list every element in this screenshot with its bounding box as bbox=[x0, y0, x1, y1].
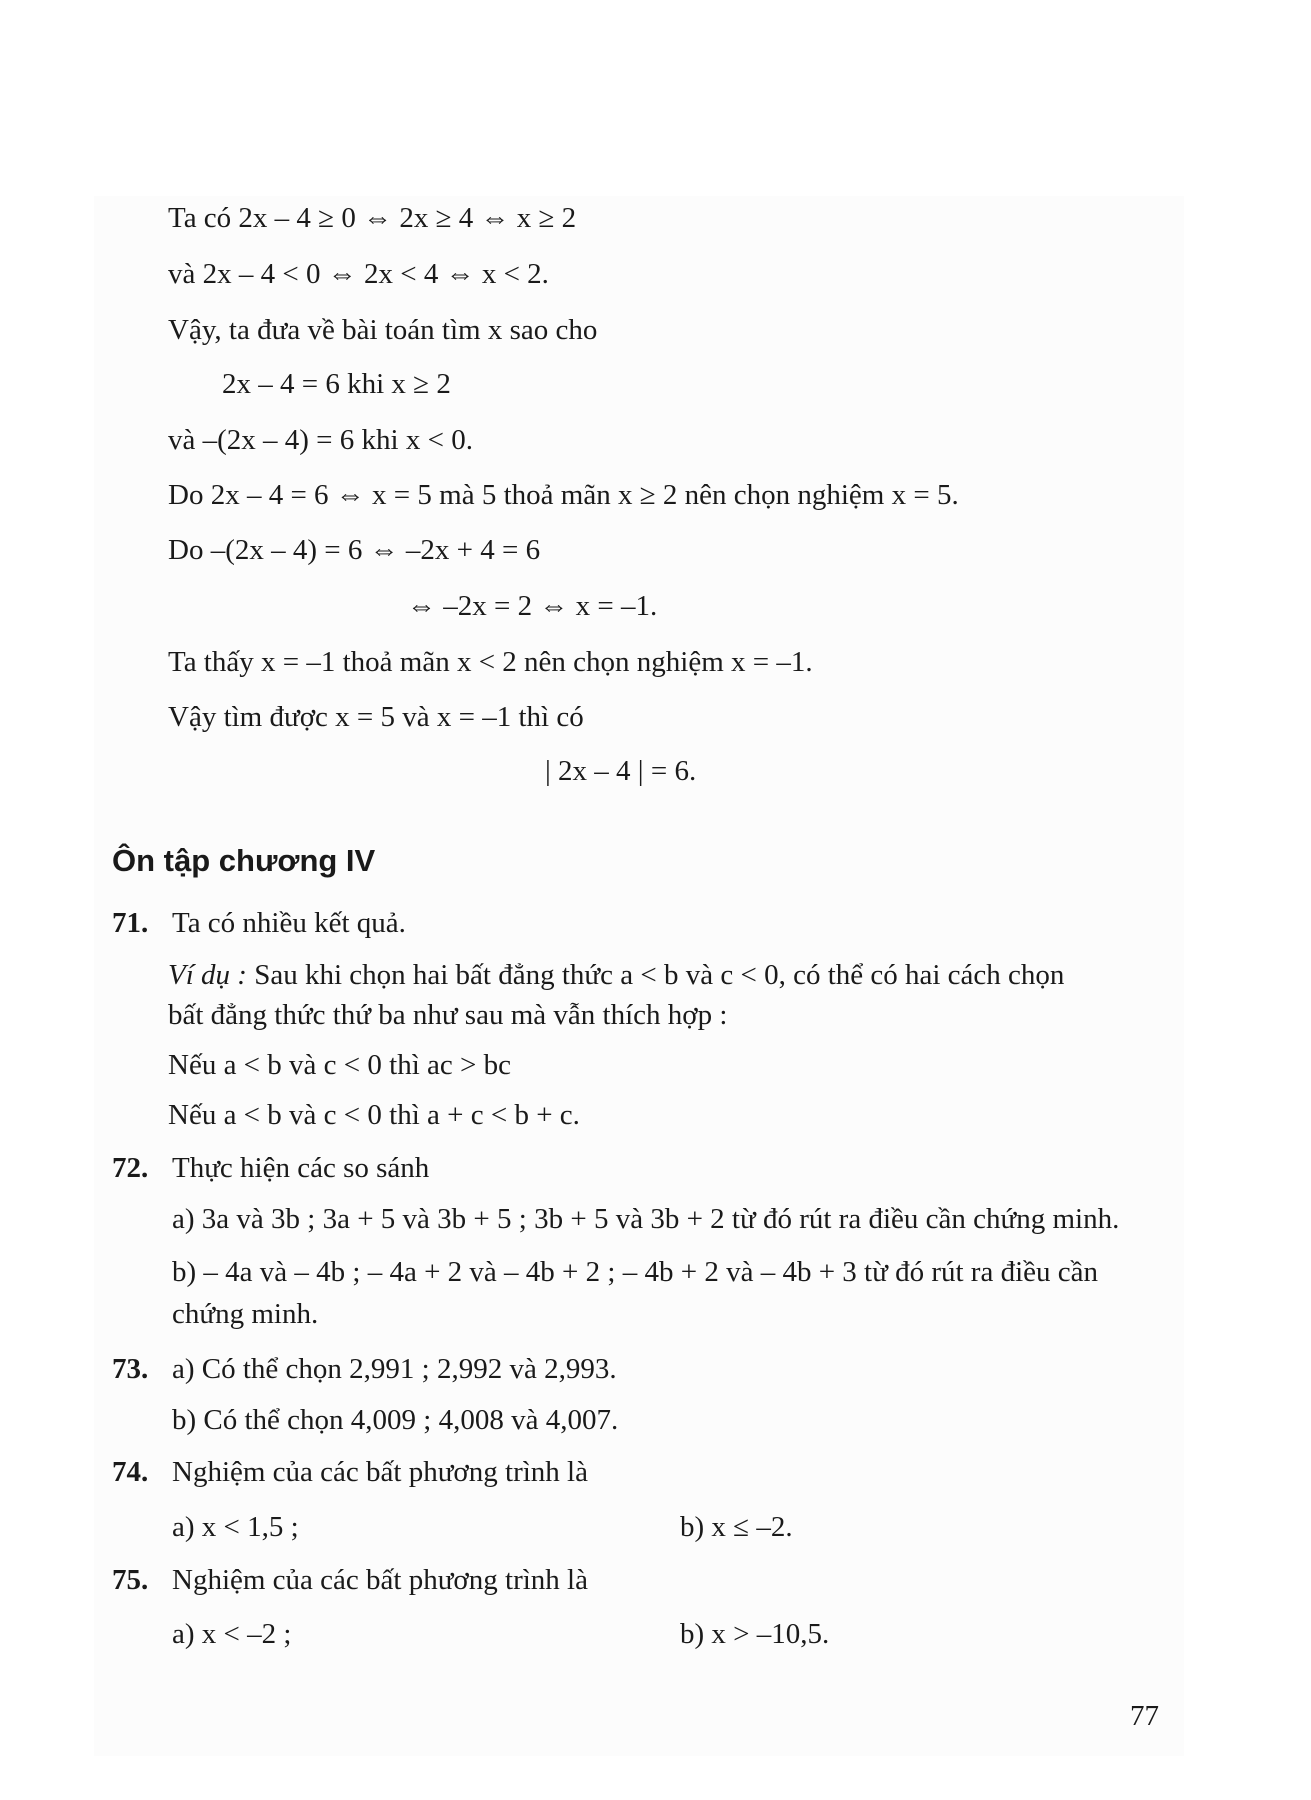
solution-line-7: Do –(2x – 4) = 6 ⇔ –2x + 4 = 6 bbox=[168, 534, 541, 566]
exercise-73-part-a: a) Có thể chọn 2,991 ; 2,992 và 2,993. bbox=[172, 1353, 617, 1385]
exercise-71-case-1: Nếu a < b và c < 0 thì ac > bc bbox=[168, 1049, 511, 1081]
exercise-72-intro: Thực hiện các so sánh bbox=[172, 1152, 430, 1184]
exercise-72-part-a: a) 3a và 3b ; 3a + 5 và 3b + 5 ; 3b + 5 và 3b + 2 từ đó rút ra điều cần chứng minh. bbox=[172, 1203, 1120, 1235]
exercise-74-part-b: b) x ≤ –2. bbox=[680, 1511, 793, 1543]
solution-line-10: Vậy tìm được x = 5 và x = –1 thì có bbox=[168, 701, 584, 733]
exercise-72-part-b-cont: chứng minh. bbox=[172, 1298, 319, 1330]
exercise-75-part-a: a) x < –2 ; bbox=[172, 1618, 292, 1650]
solution-line-3: Vậy, ta đưa về bài toán tìm x sao cho bbox=[168, 314, 598, 346]
exercise-number-72: 72. bbox=[112, 1152, 149, 1184]
solution-line-2: và 2x – 4 < 0 ⇔ 2x < 4 ⇔ x < 2. bbox=[168, 258, 549, 290]
exercise-73-part-b: b) Có thể chọn 4,009 ; 4,008 và 4,007. bbox=[172, 1404, 619, 1436]
example-text: Sau khi chọn hai bất đẳng thức a < b và c < 0, có thể có hai cách chọn bbox=[246, 959, 1065, 991]
exercise-75-intro: Nghiệm của các bất phương trình là bbox=[172, 1564, 588, 1596]
solution-line-9: Ta thấy x = –1 thoả mãn x < 2 nên chọn nghiệm x = –1. bbox=[168, 646, 813, 678]
page-number: 77 bbox=[1130, 1700, 1159, 1732]
exercise-75-part-b: b) x > –10,5. bbox=[680, 1618, 830, 1650]
exercise-71-case-2: Nếu a < b và c < 0 thì a + c < b + c. bbox=[168, 1099, 580, 1131]
section-title: Ôn tập chương IV bbox=[112, 843, 376, 878]
exercise-number-73: 73. bbox=[112, 1353, 149, 1385]
exercise-number-74: 74. bbox=[112, 1456, 149, 1488]
exercise-number-75: 75. bbox=[112, 1564, 149, 1596]
exercise-71-example-cont: bất đẳng thức thứ ba như sau mà vẫn thích hợp : bbox=[168, 999, 728, 1031]
exercise-71-example bbox=[168, 958, 1064, 992]
example-label: Ví dụ : bbox=[168, 959, 247, 991]
solution-result: | 2x – 4 | = 6. bbox=[545, 755, 697, 787]
exercise-72-part-b: b) – 4a và – 4b ; – 4a + 2 và – 4b + 2 ; – 4b + 2 và – 4b + 3 từ đó rút ra điều cần bbox=[172, 1256, 1098, 1288]
exercise-74-intro: Nghiệm của các bất phương trình là bbox=[172, 1456, 588, 1488]
solution-line-6: Do 2x – 4 = 6 ⇔ x = 5 mà 5 thoả mãn x ≥ 2 nên chọn nghiệm x = 5. bbox=[168, 479, 959, 511]
solution-line-4: 2x – 4 = 6 khi x ≥ 2 bbox=[222, 368, 451, 400]
exercise-74-part-a: a) x < 1,5 ; bbox=[172, 1511, 299, 1543]
solution-line-1: Ta có 2x – 4 ≥ 0 ⇔ 2x ≥ 4 ⇔ x ≥ 2 bbox=[168, 202, 577, 234]
exercise-number-71: 71. bbox=[112, 907, 149, 939]
solution-line-5: và –(2x – 4) = 6 khi x < 0. bbox=[168, 424, 473, 456]
solution-line-8: ⇔ –2x = 2 ⇔ x = –1. bbox=[407, 590, 658, 622]
exercise-71-intro: Ta có nhiều kết quả. bbox=[172, 907, 406, 939]
